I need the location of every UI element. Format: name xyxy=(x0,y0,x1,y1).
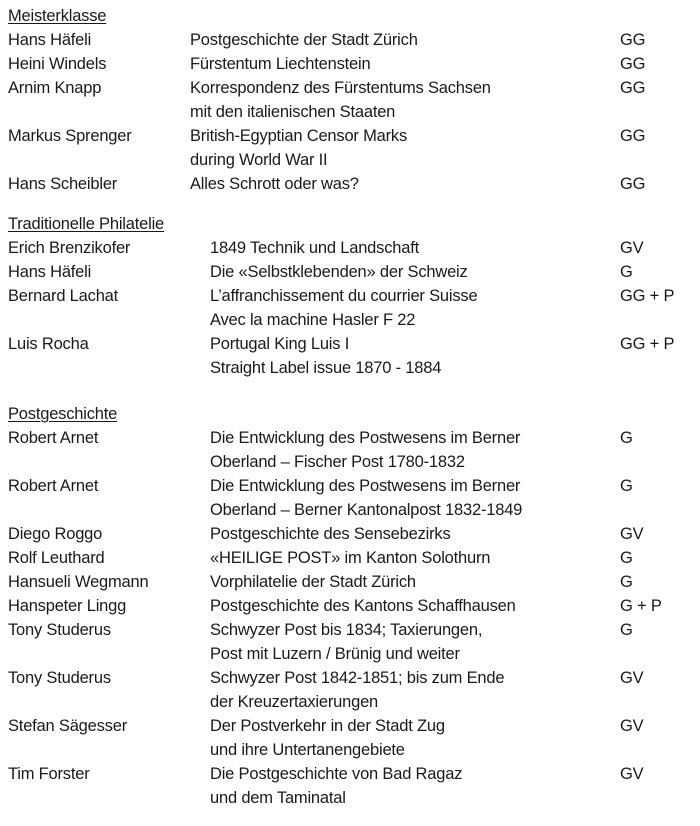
entry-line xyxy=(0,100,700,124)
entry-line xyxy=(0,690,700,714)
exhibitor-name: Hans Häfeli xyxy=(8,31,92,49)
entry-line xyxy=(0,284,700,308)
exhibit-title: Avec la machine Hasler F 22 xyxy=(210,311,416,329)
exhibitor-name: Robert Arnet xyxy=(8,429,99,447)
exhibit-entry xyxy=(0,124,700,172)
entry-line xyxy=(0,332,700,356)
award-grade: GV xyxy=(620,669,644,687)
exhibit-entry xyxy=(0,594,700,618)
entry-line xyxy=(0,28,700,52)
exhibitor-name: Diego Roggo xyxy=(8,525,103,543)
entry-line xyxy=(0,260,700,284)
exhibitor-name: Heini Windels xyxy=(8,55,107,73)
exhibit-title: British-Egyptian Censor Marks xyxy=(190,127,408,145)
exhibit-entry xyxy=(0,666,700,714)
exhibit-title: Portugal King Luis I xyxy=(210,335,350,353)
exhibit-title: mit den italienischen Staaten xyxy=(190,103,396,121)
entry-line xyxy=(0,356,700,380)
award-grade: GG xyxy=(620,31,646,49)
entry-line xyxy=(0,498,700,522)
exhibit-entry xyxy=(0,76,700,124)
entry-line xyxy=(0,618,700,642)
exhibitor-name: Bernard Lachat xyxy=(8,287,119,305)
award-grade: G + P xyxy=(620,597,662,615)
award-grade: GG + P xyxy=(620,335,675,353)
entry-line xyxy=(0,426,700,450)
exhibit-entry xyxy=(0,28,700,52)
award-grade: GV xyxy=(620,239,644,257)
exhibit-title: during World War II xyxy=(190,151,328,169)
exhibit-title: Die Postgeschichte von Bad Ragaz xyxy=(210,765,463,783)
exhibitor-name: Hans Häfeli xyxy=(8,263,92,281)
exhibit-title: Schwyzer Post bis 1834; Taxierungen, xyxy=(210,621,483,639)
exhibitor-name: Tim Forster xyxy=(8,765,90,783)
exhibit-entry xyxy=(0,172,700,196)
award-grade: G xyxy=(620,573,633,591)
award-grade: G xyxy=(620,549,633,567)
exhibit-entry xyxy=(0,52,700,76)
exhibit-entry xyxy=(0,236,700,260)
entry-line xyxy=(0,474,700,498)
section-postgeschichte xyxy=(0,402,700,810)
exhibitor-name: Hansueli Wegmann xyxy=(8,573,149,591)
exhibit-title: Post mit Luzern / Brünig und weiter xyxy=(210,645,460,663)
exhibit-title: Die «Selbstklebenden» der Schweiz xyxy=(210,263,468,281)
exhibitor-name: Arnim Knapp xyxy=(8,79,102,97)
entry-line xyxy=(0,714,700,738)
award-grade: GG xyxy=(620,79,646,97)
exhibitor-name: Markus Sprenger xyxy=(8,127,132,145)
exhibit-entry xyxy=(0,474,700,522)
entry-line xyxy=(0,762,700,786)
entry-line xyxy=(0,236,700,260)
exhibitor-name: Tony Studerus xyxy=(8,621,111,639)
award-grade: GG xyxy=(620,127,646,145)
exhibitor-name: Hans Scheibler xyxy=(8,175,118,193)
entry-list xyxy=(0,426,700,810)
entry-line xyxy=(0,450,700,474)
exhibit-title: Fürstentum Liechtenstein xyxy=(190,55,371,73)
exhibit-title: Postgeschichte des Kantons Schaffhausen xyxy=(210,597,516,615)
exhibit-title: Alles Schrott oder was? xyxy=(190,175,359,193)
entry-line xyxy=(0,642,700,666)
award-grade: G xyxy=(620,477,633,495)
exhibit-title: Der Postverkehr in der Stadt Zug xyxy=(210,717,445,735)
exhibitor-name: Rolf Leuthard xyxy=(8,549,105,567)
entry-line xyxy=(0,172,700,196)
exhibit-entry xyxy=(0,618,700,666)
exhibit-title: Die Entwicklung des Postwesens im Berner xyxy=(210,477,521,495)
exhibitor-name: Erich Brenzikofer xyxy=(8,239,131,257)
exhibit-entry xyxy=(0,546,700,570)
exhibit-title: und dem Taminatal xyxy=(210,789,346,807)
exhibit-title: Die Entwicklung des Postwesens im Berner xyxy=(210,429,521,447)
exhibit-entry xyxy=(0,426,700,474)
exhibit-title: L’affranchissement du courrier Suisse xyxy=(210,287,478,305)
section-heading: Meisterklasse xyxy=(8,7,107,25)
exhibit-title: Postgeschichte der Stadt Zürich xyxy=(190,31,418,49)
exhibit-title: und ihre Untertanengebiete xyxy=(210,741,405,759)
exhibitor-name: Luis Rocha xyxy=(8,335,89,353)
exhibitor-name: Robert Arnet xyxy=(8,477,99,495)
entry-line xyxy=(0,666,700,690)
exhibit-title: der Kreuzertaxierungen xyxy=(210,693,379,711)
exhibit-entry xyxy=(0,522,700,546)
exhibit-entry xyxy=(0,260,700,284)
entry-list xyxy=(0,28,700,196)
entry-list xyxy=(0,236,700,380)
entry-line xyxy=(0,124,700,148)
entry-line xyxy=(0,786,700,810)
exhibit-title: Straight Label issue 1870 - 1884 xyxy=(210,359,442,377)
exhibit-title: Oberland – Fischer Post 1780-1832 xyxy=(210,453,465,471)
award-grade: GV xyxy=(620,525,644,543)
award-grade: GG + P xyxy=(620,287,675,305)
section-meisterklasse xyxy=(0,4,700,196)
section-traditionelle-philatelie xyxy=(0,212,700,380)
exhibitor-name: Tony Studerus xyxy=(8,669,111,687)
exhibit-entry xyxy=(0,284,700,332)
exhibitor-name: Hanspeter Lingg xyxy=(8,597,127,615)
entry-line xyxy=(0,546,700,570)
award-grade: GV xyxy=(620,717,644,735)
exhibit-title: 1849 Technik und Landschaft xyxy=(210,239,419,257)
award-grade: GG xyxy=(620,55,646,73)
exhibit-entry xyxy=(0,714,700,762)
award-grade: G xyxy=(620,263,633,281)
award-grade: G xyxy=(620,429,633,447)
entry-line xyxy=(0,570,700,594)
entry-line xyxy=(0,76,700,100)
exhibit-title: Vorphilatelie der Stadt Zürich xyxy=(210,573,416,591)
entry-line xyxy=(0,52,700,76)
exhibitor-name: Stefan Sägesser xyxy=(8,717,127,735)
exhibit-title: Korrespondenz des Fürstentums Sachsen xyxy=(190,79,491,97)
entry-line xyxy=(0,308,700,332)
entry-line xyxy=(0,738,700,762)
exhibit-title: Oberland – Berner Kantonalpost 1832-1849 xyxy=(210,501,523,519)
entry-line xyxy=(0,594,700,618)
award-grade: GG xyxy=(620,175,646,193)
exhibit-title: Postgeschichte des Sensebezirks xyxy=(210,525,451,543)
exhibit-entry xyxy=(0,332,700,380)
section-heading: Postgeschichte xyxy=(8,405,118,423)
exhibit-entry xyxy=(0,570,700,594)
award-grade: G xyxy=(620,621,633,639)
exhibit-title: Schwyzer Post 1842-1851; bis zum Ende xyxy=(210,669,505,687)
section-heading: Traditionelle Philatelie xyxy=(8,215,165,233)
exhibit-title: «HEILIGE POST» im Kanton Solothurn xyxy=(210,549,491,567)
entry-line xyxy=(0,522,700,546)
entry-line xyxy=(0,148,700,172)
award-grade: GV xyxy=(620,765,644,783)
exhibit-entry xyxy=(0,762,700,810)
